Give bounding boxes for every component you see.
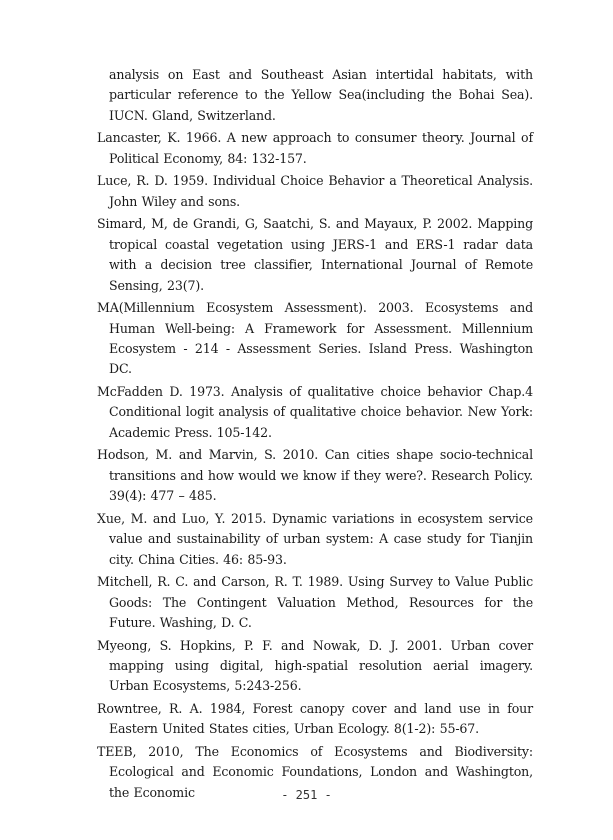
reference-entry: analysis on East and Southeast Asian intertidal habitats, with particular reference to the Yellow Sea(including the Bohai Sea). IUCN. Gland, Switzerland. [109,67,533,123]
reference-entry: Luce, R. D. 1959. Individual Choice Behavior a Theoretical Analysis. John Wiley and sons. [97,173,533,209]
reference-entry: TEEB, 2010, The Economics of Ecosystems and Biodiversity: Ecological and Economic Foundations, London and Washington, the Economic [97,744,533,800]
reference-entry: McFadden D. 1973. Analysis of qualitative choice behavior Chap.4 Conditional logit analysis of qualitative choice behavior. New York: Academic Press. 105-142. [97,384,533,440]
reference-entry: Myeong, S. Hopkins, P. F. and Nowak, D. J. 2001. Urban cover mapping using digital, high-spatial resolution aerial imagery. Urban Ecosystems, 5:243-256. [97,637,533,694]
reference-entry: Rowntree, R. A. 1984, Forest canopy cover and land use in four Eastern United States cities, Urban Ecology. 8(1-2): 55-67. [97,701,533,737]
reference-entry: Simard, M, de Grandi, G, Saatchi, S. and Mayaux, P. 2002. Mapping tropical coastal vegetation using JERS-1 and ERS-1 radar data with a decision tree classifier, International Journal of Remote Sensing, 23(7). [97,216,533,293]
reference-entry: MA(Millennium Ecosystem Assessment). 2003. Ecosystems and Human Well-being: A Framework for Assessment. Millennium Ecosystem - 214 - Assessment Series. Island Press. Washington DC. [97,300,533,377]
reference-entry: Xue, M. and Luo, Y. 2015. Dynamic variations in ecosystem service value and sustainability of urban system: A case study for Tianjin city. China Cities. 46: 85-93. [97,510,533,567]
reference-entry: Lancaster, K. 1966. A new approach to consumer theory. Journal of Political Economy, 84: 132-157. [97,130,533,166]
reference-list [97,65,533,805]
reference-entry: Mitchell, R. C. and Carson, R. T. 1989. Using Survey to Value Public Goods: The Contingent Valuation Method, Resources for the Future. Washing, D. C. [97,574,533,631]
page-number: - 251 - [281,788,332,802]
reference-entry: Hodson, M. and Marvin, S. 2010. Can cities shape socio-technical transitions and how would we know if they were?. Research Policy. 39(4): 477 – 485. [97,447,533,504]
